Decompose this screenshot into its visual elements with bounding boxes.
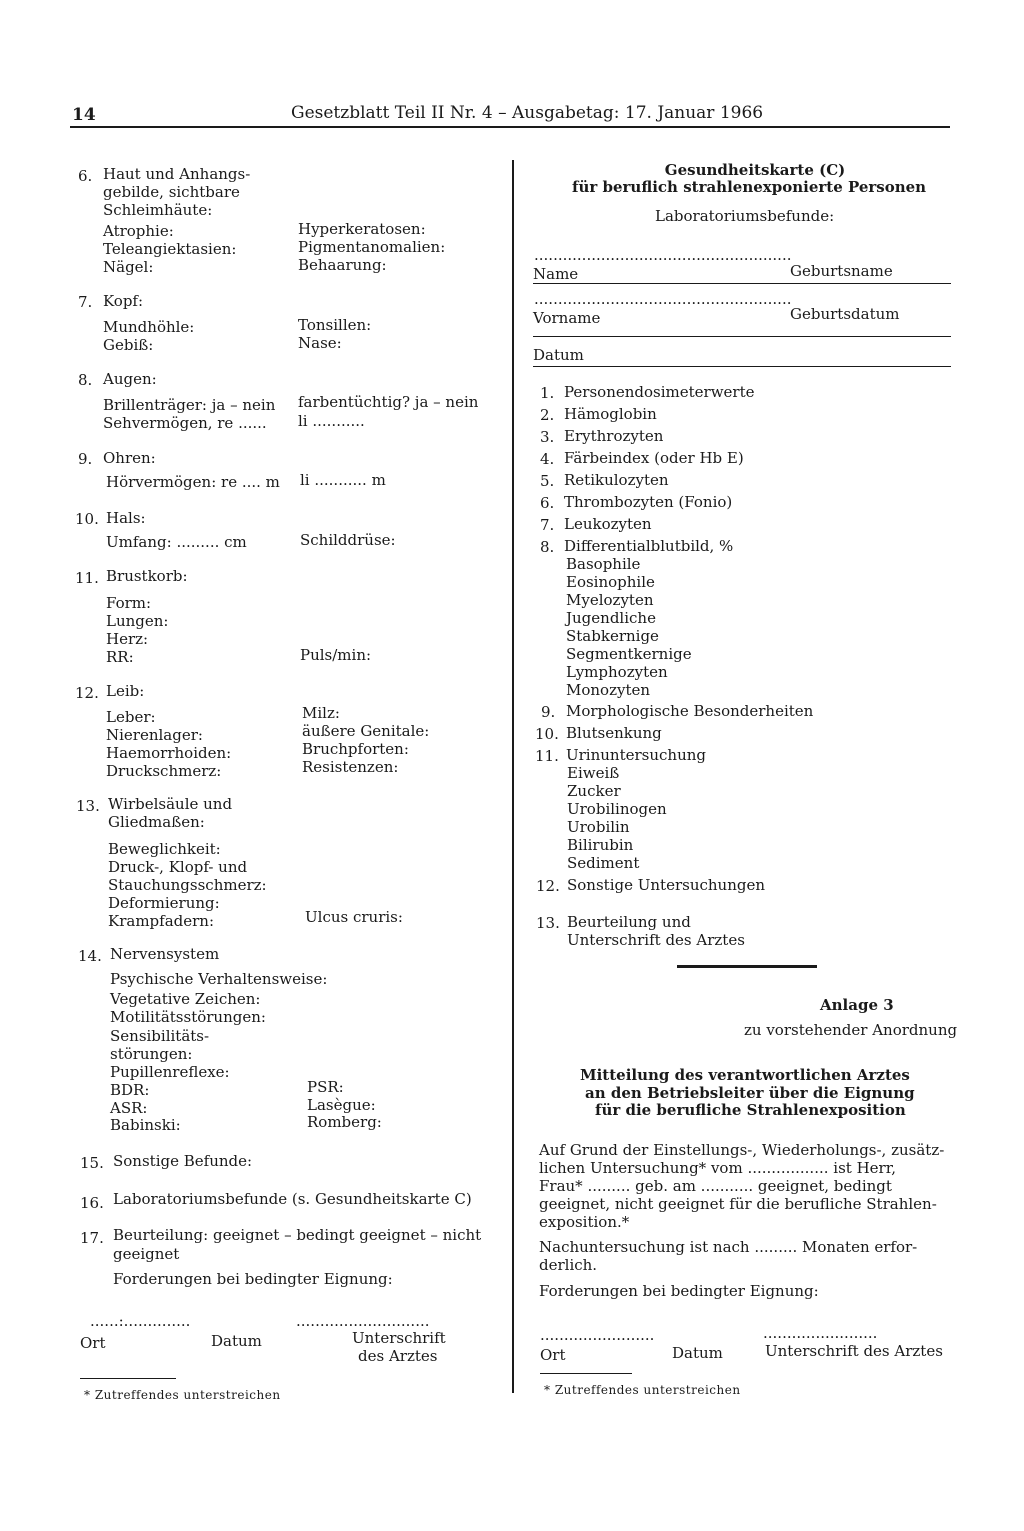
item-number: 17.: [80, 1229, 104, 1247]
field-label: Form:: [106, 594, 152, 612]
lab-subitem: Eiweiß: [567, 764, 620, 782]
field-label: Pigmentanomalien:: [298, 238, 446, 256]
footnote-rule: [540, 1373, 632, 1374]
field-label: Herz:: [106, 630, 149, 648]
field-label: Krampfadern:: [108, 912, 215, 930]
section-title: Gliedmaßen:: [108, 813, 205, 831]
firstname-label: Vorname: [533, 309, 601, 327]
form-dots: ......................................................: [534, 290, 792, 308]
section-rule: [677, 965, 817, 968]
field-label: Resistenzen:: [302, 758, 399, 776]
field-label: Lasègue:: [307, 1096, 376, 1114]
item-number: 15.: [80, 1154, 104, 1172]
field-label: li ........... m: [300, 471, 386, 489]
field-label: Haemorrhoiden:: [106, 744, 232, 762]
footnote-rule: [80, 1378, 176, 1379]
field-label: farbentüchtig? ja – nein: [298, 393, 479, 411]
field-label: Druckschmerz:: [106, 762, 222, 780]
lab-subitem: Segmentkernige: [566, 645, 692, 663]
field-label: Gebiß:: [103, 336, 154, 354]
item-number: 13.: [536, 914, 560, 932]
field-label: Bruchpforten:: [302, 740, 409, 758]
date-label: Datum: [672, 1344, 723, 1362]
section-title: Schleimhäute:: [103, 201, 213, 219]
requirements-label: Forderungen bei bedingter Eignung:: [113, 1270, 393, 1288]
signature-dots: ......:..............: [90, 1312, 191, 1330]
lab-item: Differentialblutbild, %: [564, 537, 734, 555]
signature-label: Unterschrift: [352, 1329, 446, 1347]
footnote: * Zutreffendes unterstreichen: [544, 1383, 741, 1397]
notice-text: geeignet, nicht geeignet für die berufliche Strahlen-: [539, 1195, 937, 1213]
date-label: Datum: [533, 346, 584, 364]
section-title: Hals:: [106, 509, 146, 527]
lab-subitem: Monozyten: [566, 681, 651, 699]
requirements-label: Forderungen bei bedingter Eignung:: [539, 1282, 819, 1300]
signature-dots: ........................: [540, 1326, 655, 1344]
item-number: 7.: [78, 293, 93, 311]
field-label: Tonsillen:: [298, 316, 372, 334]
annex-title: Anlage 3: [820, 996, 894, 1014]
item-number: 12.: [75, 684, 99, 702]
lab-item: Beurteilung und: [567, 913, 691, 931]
lab-subitem: Basophile: [566, 555, 641, 573]
header-rule: [70, 126, 950, 128]
lab-item: Erythrozyten: [564, 427, 664, 445]
item-number: 14.: [78, 947, 102, 965]
signature-label: des Arztes: [358, 1347, 438, 1365]
column-divider: [512, 160, 514, 1393]
field-label: äußere Genitale:: [302, 722, 430, 740]
card-subtitle: Laboratoriumsbefunde:: [655, 207, 835, 225]
lab-item: Färbeindex (oder Hb E): [564, 449, 744, 467]
section-title: Ohren:: [103, 449, 156, 467]
notice-text: derlich.: [539, 1256, 598, 1274]
field-label: Leber:: [106, 708, 156, 726]
item-number: 3.: [540, 428, 555, 446]
lab-subitem: Lymphozyten: [566, 663, 668, 681]
field-label: Vegetative Zeichen:: [110, 990, 261, 1008]
lab-item: Retikulozyten: [564, 471, 669, 489]
lab-subitem: Stabkernige: [566, 627, 659, 645]
field-label: Motilitätsstörungen:: [110, 1008, 266, 1026]
field-label: Psychische Verhaltensweise:: [110, 970, 328, 988]
section-title: Nervensystem: [110, 945, 220, 963]
footnote: * Zutreffendes unterstreichen: [84, 1388, 281, 1402]
page-header-title: Gesetzblatt Teil II Nr. 4 – Ausgabetag: 17. Januar 1966: [291, 103, 764, 123]
form-rule: [533, 283, 951, 284]
field-label: Brillenträger: ja – nein: [103, 396, 276, 414]
field-label: Deformierung:: [108, 894, 220, 912]
section-title: Haut und Anhangs-: [103, 165, 251, 183]
field-label: Beweglichkeit:: [108, 840, 221, 858]
field-label: Mundhöhle:: [103, 318, 195, 336]
field-label: störungen:: [110, 1045, 193, 1063]
lab-item: Unterschrift des Arztes: [567, 931, 745, 949]
item-number: 13.: [76, 797, 100, 815]
name-label: Name: [533, 265, 579, 283]
item-number: 6.: [78, 167, 93, 185]
birthname-label: Geburtsname: [790, 262, 893, 280]
signature-dots: ............................: [296, 1312, 430, 1330]
section-title: Wirbelsäule und: [108, 795, 233, 813]
field-label: Nägel:: [103, 258, 154, 276]
field-label: Nase:: [298, 334, 342, 352]
item-number: 9.: [78, 450, 93, 468]
form-dots: ......................................................: [534, 246, 792, 264]
lab-item: Hämoglobin: [564, 405, 657, 423]
annex-subtitle: zu vorstehender Anordnung: [744, 1021, 958, 1039]
section-title: Leib:: [106, 682, 145, 700]
notice-title: Mitteilung des verantwortlichen Arztes: [580, 1066, 910, 1084]
lab-item: Sonstige Untersuchungen: [567, 876, 765, 894]
item-number: 9.: [541, 703, 556, 721]
item-number: 5.: [540, 472, 555, 490]
lab-item: Personendosimeterwerte: [564, 383, 755, 401]
signature-label: Unterschrift des Arztes: [765, 1342, 943, 1360]
field-label: Hörvermögen: re .... m: [106, 473, 280, 491]
lab-item: Urinuntersuchung: [566, 746, 707, 764]
field-label: Babinski:: [110, 1116, 181, 1134]
lab-item: Thrombozyten (Fonio): [564, 493, 733, 511]
section-title: Laboratoriumsbefunde (s. Gesundheitskarte C): [113, 1190, 472, 1208]
item-number: 11.: [75, 569, 99, 587]
field-label: ASR:: [110, 1099, 148, 1117]
field-label: Lungen:: [106, 612, 169, 630]
section-title: gebilde, sichtbare: [103, 183, 240, 201]
notice-text: lichen Untersuchung* vom ................. ist Herr,: [539, 1159, 896, 1177]
item-number: 7.: [540, 516, 555, 534]
field-label: Atrophie:: [103, 222, 174, 240]
item-number: 16.: [80, 1194, 104, 1212]
item-number: 11.: [535, 747, 559, 765]
assessment-line: geeignet: [113, 1245, 180, 1263]
notice-text: exposition.*: [539, 1213, 630, 1231]
section-title: Augen:: [103, 370, 157, 388]
notice-text: Frau* ......... geb. am ........... geeignet, bedingt: [539, 1177, 892, 1195]
form-rule: [533, 336, 951, 337]
item-number: 2.: [540, 406, 555, 424]
field-label: Sensibilitäts-: [110, 1027, 210, 1045]
notice-title: für die berufliche Strahlenexposition: [595, 1101, 906, 1119]
card-title: Gesundheitskarte (C): [664, 161, 846, 179]
item-number: 8.: [540, 538, 555, 556]
item-number: 10.: [75, 510, 99, 528]
field-label: Teleangiektasien:: [103, 240, 237, 258]
field-label: Umfang: ......... cm: [106, 533, 247, 551]
field-label: RR:: [106, 648, 134, 666]
signature-dots: ........................: [763, 1324, 878, 1342]
field-label: Nierenlager:: [106, 726, 203, 744]
field-label: Stauchungsschmerz:: [108, 876, 267, 894]
field-label: Sehvermögen, re ......: [103, 414, 267, 432]
date-label: Datum: [211, 1332, 262, 1350]
field-label: Schilddrüse:: [300, 531, 396, 549]
notice-title: an den Betriebsleiter über die Eignung: [585, 1084, 915, 1102]
field-label: Pupillenreflexe:: [110, 1063, 230, 1081]
lab-subitem: Urobilin: [567, 818, 630, 836]
field-label: Druck-, Klopf- und: [108, 858, 248, 876]
notice-text: Nachuntersuchung ist nach ......... Monaten erfor-: [539, 1238, 918, 1256]
page-number: 14: [72, 105, 96, 125]
field-label: Romberg:: [307, 1113, 382, 1131]
field-label: Hyperkeratosen:: [298, 220, 426, 238]
item-number: 8.: [78, 371, 93, 389]
form-rule: [533, 366, 951, 367]
item-number: 6.: [540, 494, 555, 512]
lab-subitem: Eosinophile: [566, 573, 655, 591]
section-title: Sonstige Befunde:: [113, 1152, 253, 1170]
lab-subitem: Zucker: [567, 782, 621, 800]
notice-text: Auf Grund der Einstellungs-, Wiederholungs-, zusätz-: [539, 1141, 945, 1159]
field-label: Milz:: [302, 704, 340, 722]
assessment-line: Beurteilung: geeignet – bedingt geeignet – nicht: [113, 1226, 482, 1244]
field-label: BDR:: [110, 1081, 150, 1099]
place-label: Ort: [80, 1334, 106, 1352]
field-label: Ulcus cruris:: [305, 908, 403, 926]
field-label: Puls/min:: [300, 646, 372, 664]
lab-item: Leukozyten: [564, 515, 652, 533]
lab-subitem: Myelozyten: [566, 591, 654, 609]
place-label: Ort: [540, 1346, 566, 1364]
lab-subitem: Urobilinogen: [567, 800, 667, 818]
card-title: für beruflich strahlenexponierte Personen: [572, 178, 927, 196]
field-label: li ...........: [298, 412, 365, 430]
item-number: 12.: [536, 877, 560, 895]
field-label: Behaarung:: [298, 256, 387, 274]
birthdate-label: Geburtsdatum: [790, 305, 900, 323]
item-number: 4.: [540, 450, 555, 468]
item-number: 1.: [540, 384, 555, 402]
lab-item: Blutsenkung: [566, 724, 662, 742]
section-title: Brustkorb:: [106, 567, 188, 585]
lab-item: Morphologische Besonderheiten: [566, 702, 814, 720]
lab-subitem: Jugendliche: [566, 609, 656, 627]
section-title: Kopf:: [103, 292, 144, 310]
lab-subitem: Bilirubin: [567, 836, 634, 854]
field-label: PSR:: [307, 1078, 344, 1096]
lab-subitem: Sediment: [567, 854, 640, 872]
item-number: 10.: [535, 725, 559, 743]
